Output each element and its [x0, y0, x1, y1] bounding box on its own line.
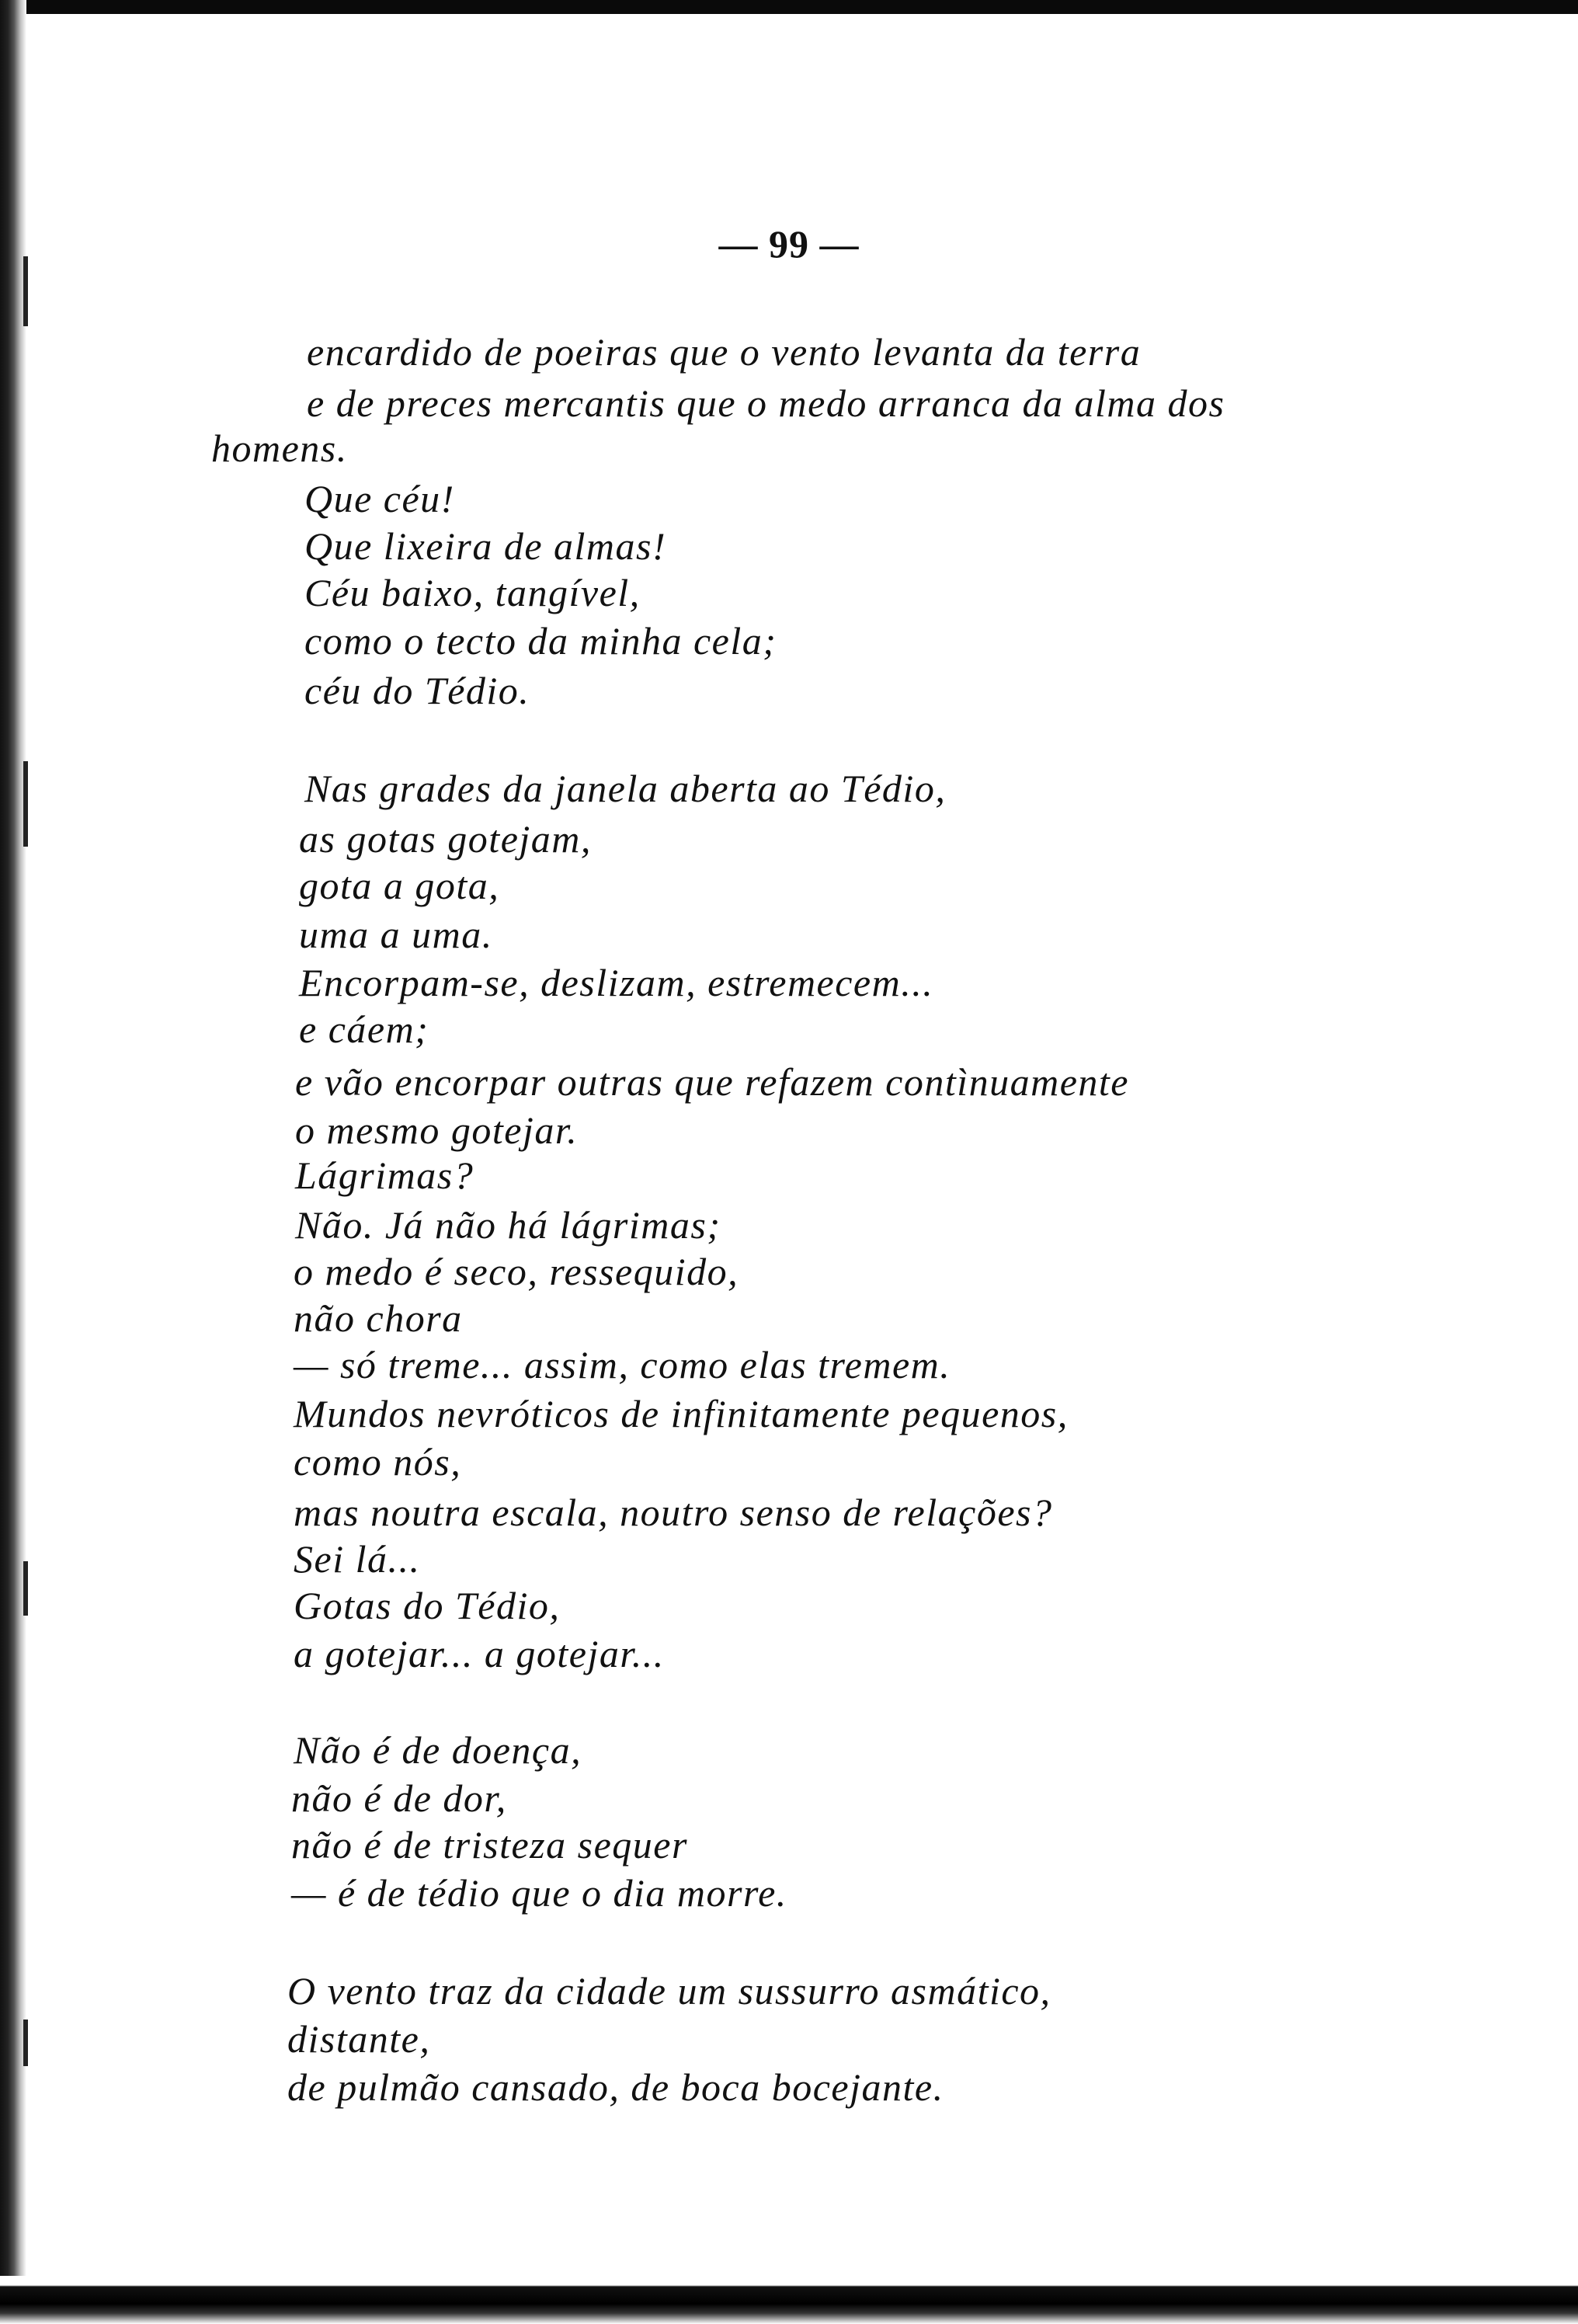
poem-line: e cáem; — [299, 1007, 429, 1051]
poem-line: Encorpam-se, deslizam, estremecem... — [299, 961, 934, 1004]
poem-line: encardido de poeiras que o vento levanta da terra — [307, 330, 1142, 374]
poem-line: não é de dor, — [291, 1776, 507, 1820]
poem-line: Gotas do Tédio, — [294, 1584, 561, 1627]
poem-line: Céu baixo, tangível, — [304, 571, 641, 614]
poem-line: homens. — [211, 426, 348, 470]
poem-line: Que céu! — [304, 477, 455, 520]
poem-line: gota a gota, — [299, 864, 500, 907]
poem-line: distante, — [287, 2017, 431, 2061]
poem-line: O vento traz da cidade um sussurro asmático, — [287, 1969, 1051, 2013]
poem-line: como o tecto da minha cela; — [304, 619, 777, 663]
poem-line: de pulmão cansado, de boca bocejante. — [287, 2065, 944, 2109]
poem-line: a gotejar... a gotejar... — [294, 1632, 665, 1675]
poem-line: Sei lá... — [294, 1537, 421, 1581]
poem-line: o medo é seco, ressequido, — [294, 1250, 739, 1293]
poem-line: e vão encorpar outras que refazem contìnuamente — [295, 1060, 1129, 1104]
poem-line: Que lixeira de almas! — [304, 524, 667, 568]
poem-line: como nós, — [294, 1440, 462, 1484]
poem-line: Não é de doença, — [294, 1728, 582, 1772]
poem-line: céu do Tédio. — [304, 669, 530, 712]
poem-line: mas noutra escala, noutro senso de relações? — [294, 1491, 1053, 1534]
poem-line: Nas grades da janela aberta ao Tédio, — [304, 767, 947, 810]
poem-line: não chora — [294, 1296, 463, 1340]
poem-line: Lágrimas? — [295, 1153, 474, 1197]
poem-line: não é de tristeza sequer — [291, 1823, 688, 1867]
poem-line: — só treme... assim, como elas tremem. — [294, 1343, 951, 1386]
poem-line: uma a uma. — [299, 913, 493, 956]
poem-line: e de preces mercantis que o medo arranca da alma dos — [307, 381, 1225, 425]
poem-line: Não. Já não há lágrimas; — [295, 1203, 721, 1247]
poem-line: o mesmo gotejar. — [295, 1108, 579, 1152]
page-number: — 99 — — [718, 222, 860, 266]
poem-line: Mundos nevróticos de infinitamente pequenos, — [294, 1392, 1069, 1435]
poem-line: — é de tédio que o dia morre. — [291, 1871, 787, 1915]
poem-line: as gotas gotejam, — [299, 817, 592, 861]
